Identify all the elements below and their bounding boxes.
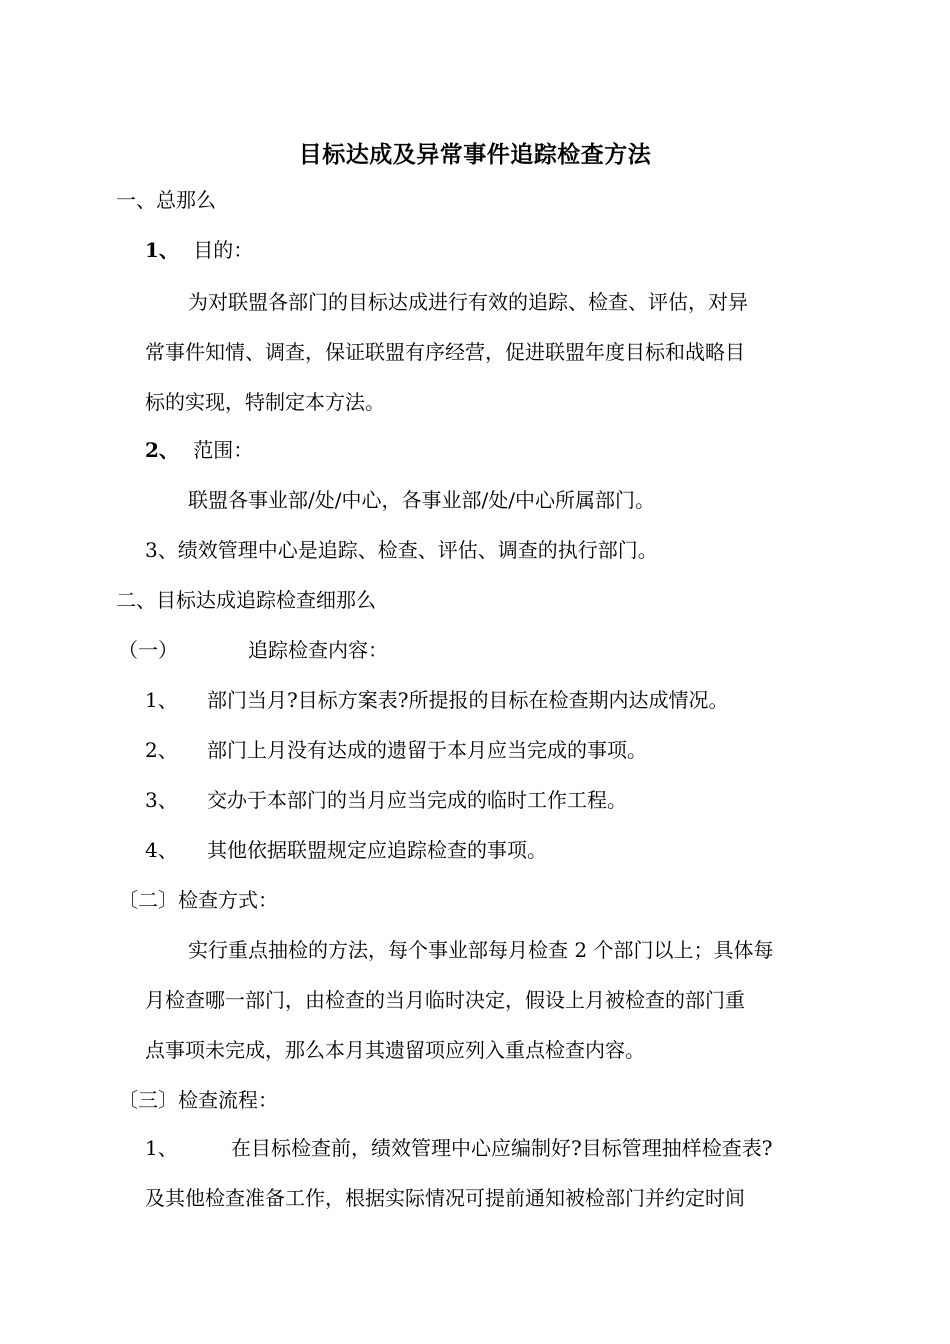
sub1-heading bbox=[118, 636, 388, 664]
purpose-line-2: 常事件知情、调查，保证联盟有序经营，促进联盟年度目标和战略目 bbox=[145, 340, 745, 364]
purpose-line-3: 标的实现，特制定本方法。 bbox=[145, 390, 385, 414]
list-item-number: 2、 bbox=[145, 738, 178, 762]
section1-item1 bbox=[145, 236, 253, 264]
sub1-label: 追踪检查内容： bbox=[248, 638, 388, 662]
list-item bbox=[145, 686, 729, 714]
item1-label: 目的： bbox=[193, 238, 254, 262]
list-item-text: 其他依据联盟规定应追踪检查的事项。 bbox=[207, 838, 547, 862]
section1-item2 bbox=[145, 436, 253, 464]
list-item-number: 1、 bbox=[145, 688, 178, 712]
method-line-3: 点事项未完成，那么本月其遗留项应列入重点检查内容。 bbox=[145, 1038, 645, 1062]
purpose-line-1: 为对联盟各部门的目标达成进行有效的追踪、检查、评估，对异 bbox=[188, 290, 748, 314]
document-title: 目标达成及异常事件追踪检查方法 bbox=[298, 142, 652, 168]
sub1-number: （一） bbox=[118, 638, 178, 662]
list-item bbox=[145, 786, 627, 814]
list-item-text: 部门上月没有达成的遗留于本月应当完成的事项。 bbox=[207, 738, 647, 762]
process-item-1 bbox=[145, 1134, 773, 1162]
section1-item3: 3、绩效管理中心是追踪、检查、评估、调查的执行部门。 bbox=[145, 538, 658, 562]
list-item bbox=[145, 836, 547, 864]
scope-text: 联盟各事业部/处/中心，各事业部/处/中心所属部门。 bbox=[188, 488, 655, 512]
method-line-1: 实行重点抽检的方法，每个事业部每月检查 2 个部门以上；具体每 bbox=[188, 938, 774, 962]
section1-heading: 一、总那么 bbox=[116, 188, 216, 212]
item2-number: 2、 bbox=[145, 438, 179, 462]
item2-label: 范围： bbox=[193, 438, 254, 462]
list-item-number: 3、 bbox=[145, 788, 178, 812]
list-item-text: 交办于本部门的当月应当完成的临时工作工程。 bbox=[207, 788, 627, 812]
method-line-2: 月检查哪一部门，由检查的当月临时决定，假设上月被检查的部门重 bbox=[145, 988, 745, 1012]
process-line-2: 及其他检查准备工作，根据实际情况可提前通知被检部门并约定时间 bbox=[145, 1186, 745, 1210]
sub3-heading: 〔三〕检查流程： bbox=[118, 1088, 278, 1112]
list-item bbox=[145, 736, 647, 764]
process-line-1: 在目标检查前，绩效管理中心应编制好?目标管理抽样检查表? bbox=[231, 1136, 773, 1160]
section2-heading: 二、目标达成追踪检查细那么 bbox=[116, 588, 376, 612]
sub2-heading: 〔二〕检查方式： bbox=[118, 888, 278, 912]
item1-number: 1、 bbox=[145, 238, 179, 262]
list-item-text: 部门当月?目标方案表?所提报的目标在检查期内达成情况。 bbox=[207, 688, 729, 712]
list-item-number: 4、 bbox=[145, 838, 178, 862]
process-item-number: 1、 bbox=[145, 1136, 178, 1160]
